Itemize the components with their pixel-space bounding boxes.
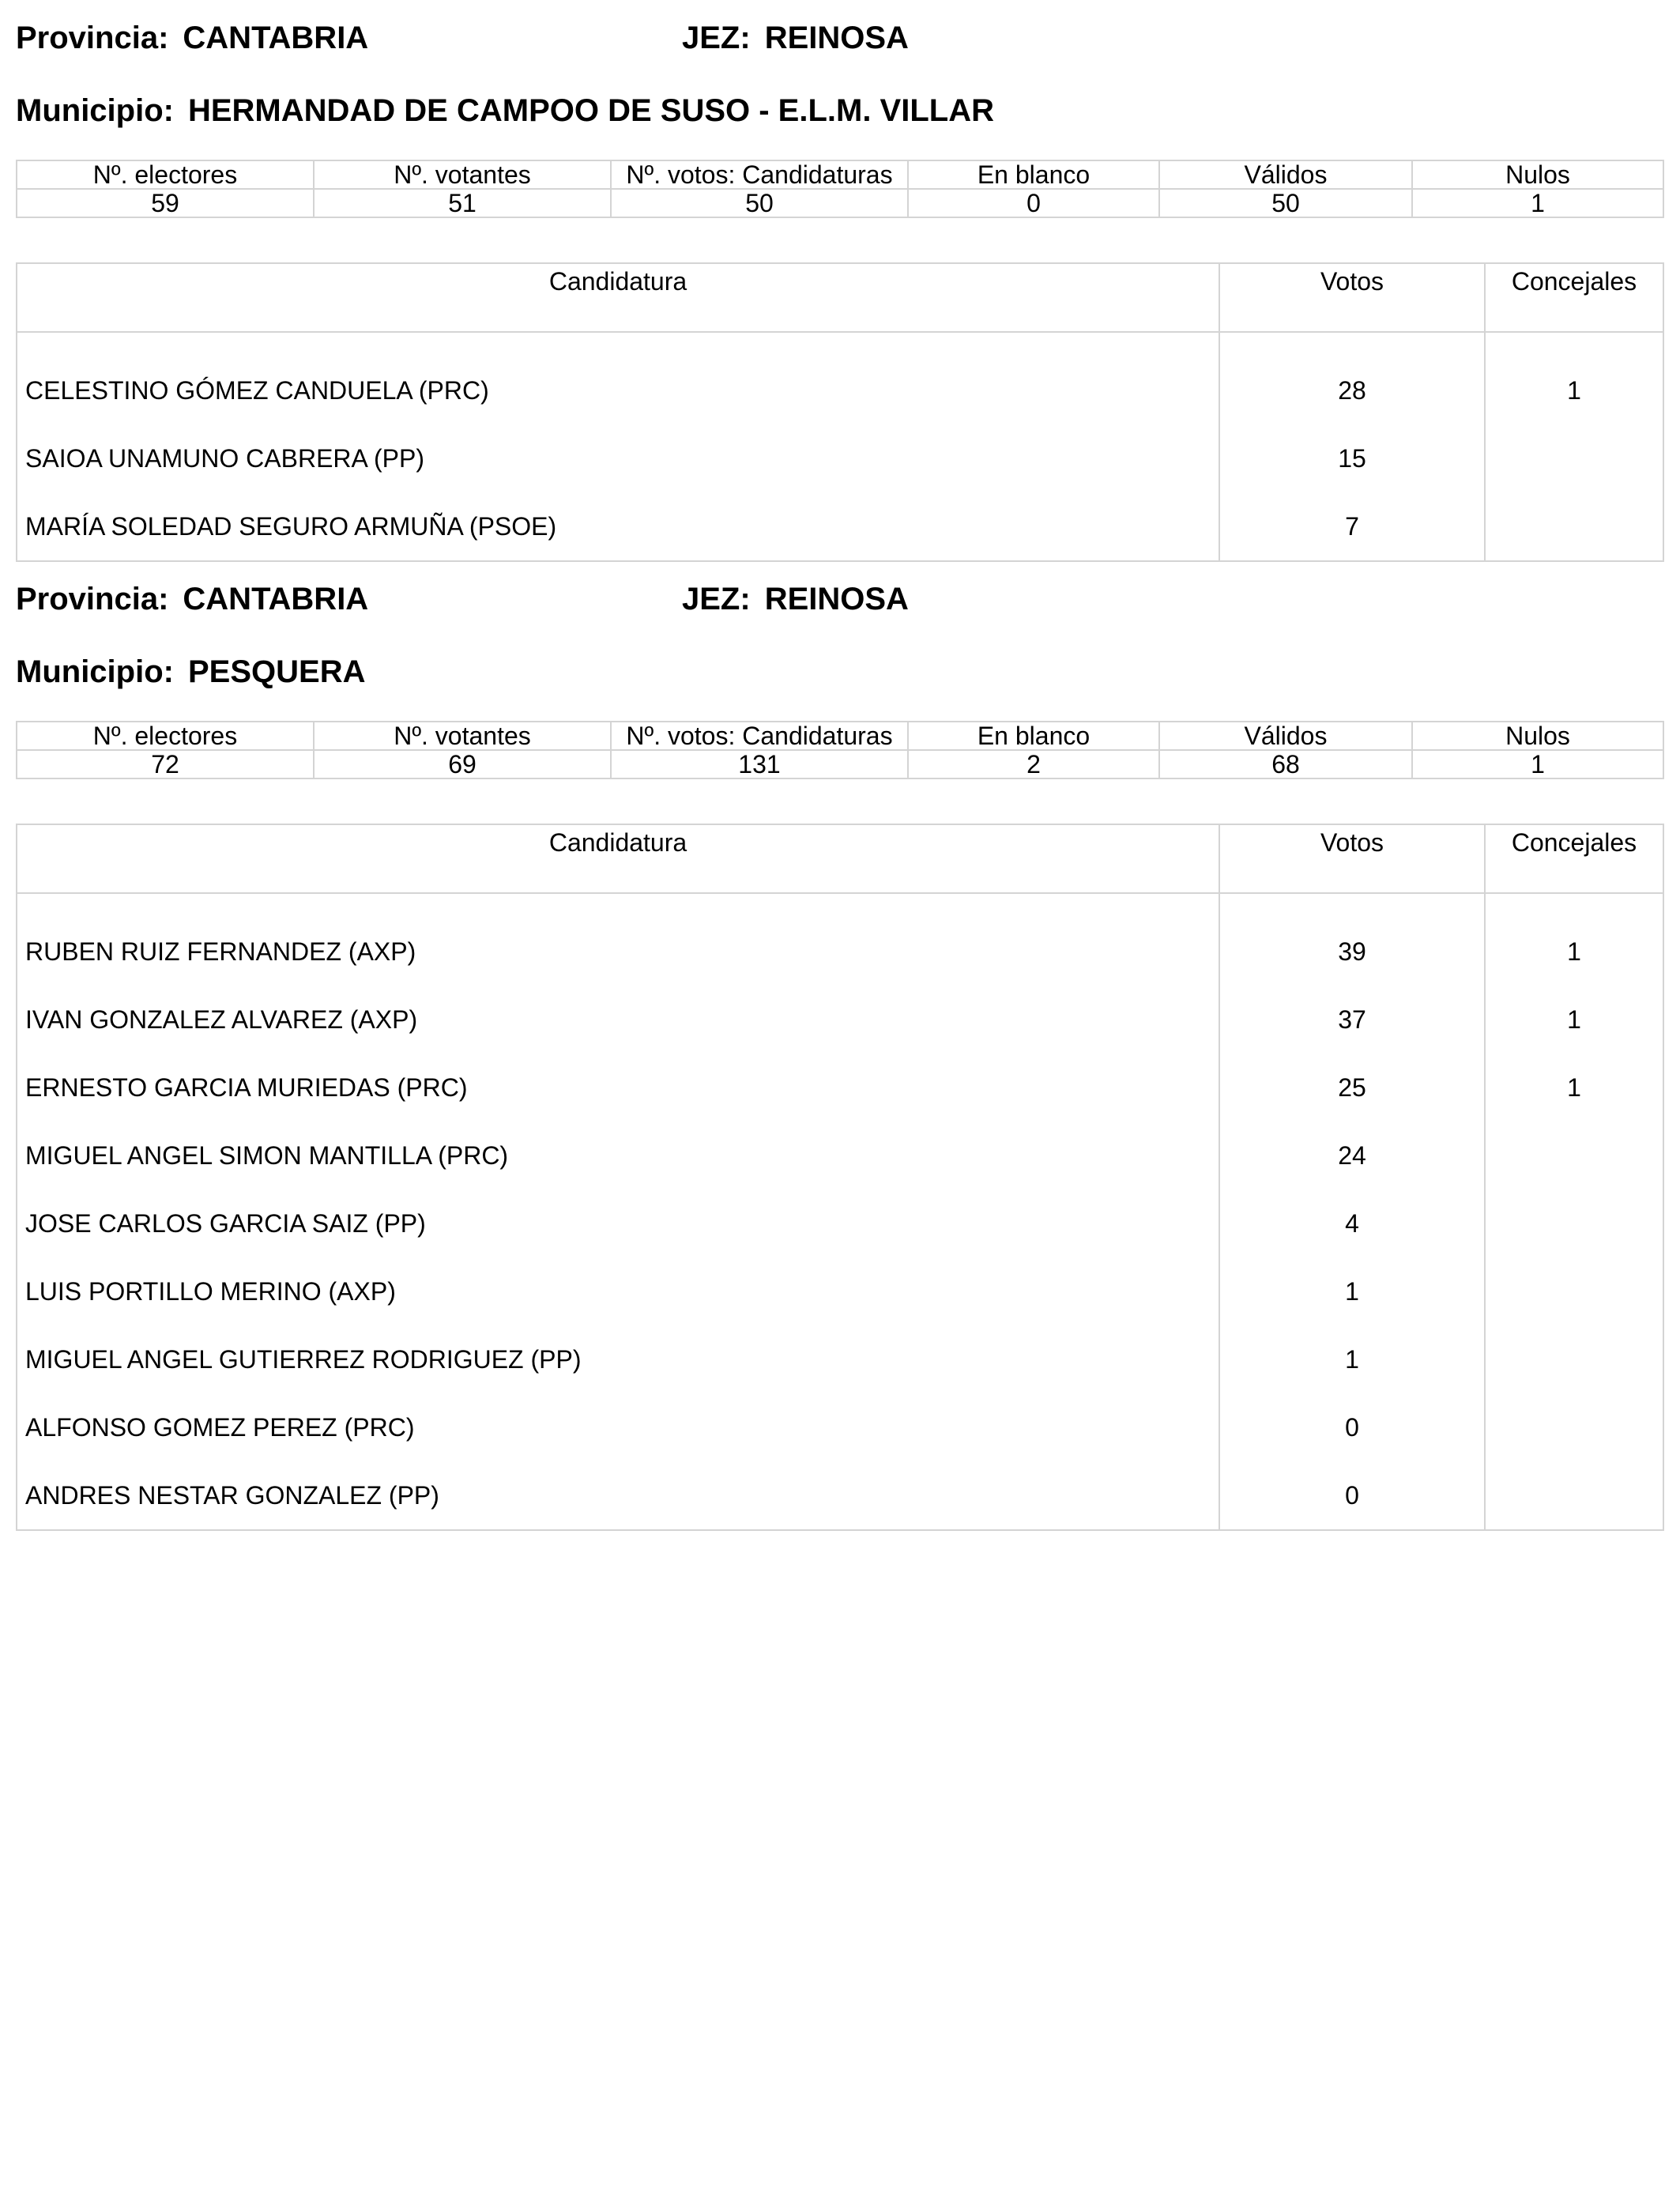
stats-value-en-blanco: 2	[908, 750, 1159, 778]
jez-heading	[682, 22, 909, 54]
candidate-name: IVAN GONZALEZ ALVAREZ (AXP)	[17, 986, 1219, 1054]
stats-value-row	[17, 189, 1663, 217]
stats-value-votos-candidaturas: 131	[611, 750, 908, 778]
candidate-name: ANDRES NESTAR GONZALEZ (PP)	[17, 1461, 1219, 1530]
stats-value-electores: 72	[17, 750, 314, 778]
table-spacer	[17, 893, 1663, 918]
stats-table	[16, 160, 1664, 218]
municipio-value: PESQUERA	[187, 654, 366, 689]
table-row	[17, 492, 1663, 561]
table-row	[17, 1393, 1663, 1461]
stats-value-votos-candidaturas: 50	[611, 189, 908, 217]
stats-header-en-blanco: En blanco	[908, 722, 1159, 750]
table-row	[17, 1189, 1663, 1257]
candidatura-header: Candidatura	[17, 824, 1219, 893]
stats-value-validos: 68	[1159, 750, 1412, 778]
stats-table	[16, 721, 1664, 779]
candidate-name: LUIS PORTILLO MERINO (AXP)	[17, 1257, 1219, 1325]
candidate-concejales	[1485, 1325, 1663, 1393]
stats-header-votos-candidaturas: Nº. votos: Candidaturas	[611, 722, 908, 750]
concejales-header: Concejales	[1485, 824, 1663, 893]
stats-header-nulos: Nulos	[1412, 722, 1663, 750]
provincia-heading	[16, 22, 368, 54]
municipio-heading	[16, 95, 994, 126]
candidate-concejales: 1	[1485, 356, 1663, 424]
provincia-value: CANTABRIA	[183, 582, 369, 616]
stats-header-nulos: Nulos	[1412, 160, 1663, 189]
candidate-votos: 7	[1219, 492, 1485, 561]
jez-value: REINOSA	[764, 582, 909, 616]
stats-header-votantes: Nº. votantes	[314, 722, 611, 750]
municipio-label: Municipio:	[16, 654, 174, 689]
stats-header-votos-candidaturas: Nº. votos: Candidaturas	[611, 160, 908, 189]
candidate-name: RUBEN RUIZ FERNANDEZ (AXP)	[17, 918, 1219, 986]
candidates-table	[16, 262, 1664, 562]
stats-value-electores: 59	[17, 189, 314, 217]
votos-header: Votos	[1219, 824, 1485, 893]
candidate-concejales	[1485, 1257, 1663, 1325]
candidate-name: MIGUEL ANGEL GUTIERREZ RODRIGUEZ (PP)	[17, 1325, 1219, 1393]
stats-value-nulos: 1	[1412, 750, 1663, 778]
stats-value-validos: 50	[1159, 189, 1412, 217]
table-row	[17, 1257, 1663, 1325]
jez-value: REINOSA	[764, 21, 909, 55]
table-row	[17, 986, 1663, 1054]
candidate-name: MARÍA SOLEDAD SEGURO ARMUÑA (PSOE)	[17, 492, 1219, 561]
municipio-value: HERMANDAD DE CAMPOO DE SUSO - E.L.M. VILLAR	[187, 93, 994, 128]
candidate-name: JOSE CARLOS GARCIA SAIZ (PP)	[17, 1189, 1219, 1257]
candidate-concejales	[1485, 1122, 1663, 1189]
table-row	[17, 1461, 1663, 1530]
stats-header-votantes: Nº. votantes	[314, 160, 611, 189]
stats-header-row	[17, 722, 1663, 750]
stats-header-en-blanco: En blanco	[908, 160, 1159, 189]
municipio-section-1	[16, 0, 1663, 541]
candidates-header-row	[17, 263, 1663, 332]
candidates-header-row	[17, 824, 1663, 893]
table-row	[17, 918, 1663, 986]
stats-value-votantes: 69	[314, 750, 611, 778]
table-row	[17, 424, 1663, 492]
candidate-concejales	[1485, 1189, 1663, 1257]
table-row	[17, 1325, 1663, 1393]
candidate-votos: 28	[1219, 356, 1485, 424]
table-row	[17, 1122, 1663, 1189]
table-row	[17, 356, 1663, 424]
candidate-concejales	[1485, 1393, 1663, 1461]
candidate-name: MIGUEL ANGEL SIMON MANTILLA (PRC)	[17, 1122, 1219, 1189]
municipio-label: Municipio:	[16, 93, 174, 128]
candidate-votos: 15	[1219, 424, 1485, 492]
candidate-concejales: 1	[1485, 918, 1663, 986]
stats-value-row	[17, 750, 1663, 778]
candidate-votos: 1	[1219, 1257, 1485, 1325]
candidate-concejales: 1	[1485, 986, 1663, 1054]
stats-header-row	[17, 160, 1663, 189]
candidate-concejales: 1	[1485, 1054, 1663, 1122]
municipio-heading	[16, 656, 365, 688]
candidate-concejales	[1485, 1461, 1663, 1530]
candidate-name: ERNESTO GARCIA MURIEDAS (PRC)	[17, 1054, 1219, 1122]
jez-heading	[682, 583, 909, 615]
candidate-concejales	[1485, 492, 1663, 561]
provincia-label: Provincia:	[16, 582, 169, 616]
stats-header-electores: Nº. electores	[17, 722, 314, 750]
municipio-section-2	[16, 561, 1663, 1510]
candidate-votos: 37	[1219, 986, 1485, 1054]
candidate-votos: 0	[1219, 1393, 1485, 1461]
candidate-votos: 0	[1219, 1461, 1485, 1530]
jez-label: JEZ:	[682, 21, 751, 55]
votos-header: Votos	[1219, 263, 1485, 332]
provincia-label: Provincia:	[16, 21, 169, 55]
stats-value-nulos: 1	[1412, 189, 1663, 217]
candidatura-header: Candidatura	[17, 263, 1219, 332]
provincia-value: CANTABRIA	[183, 21, 369, 55]
candidate-name: SAIOA UNAMUNO CABRERA (PP)	[17, 424, 1219, 492]
stats-header-electores: Nº. electores	[17, 160, 314, 189]
candidate-votos: 1	[1219, 1325, 1485, 1393]
candidates-table	[16, 824, 1664, 1531]
candidate-name: CELESTINO GÓMEZ CANDUELA (PRC)	[17, 356, 1219, 424]
candidate-votos: 39	[1219, 918, 1485, 986]
stats-header-validos: Válidos	[1159, 160, 1412, 189]
candidate-votos: 24	[1219, 1122, 1485, 1189]
table-row	[17, 1054, 1663, 1122]
candidate-votos: 25	[1219, 1054, 1485, 1122]
candidate-votos: 4	[1219, 1189, 1485, 1257]
concejales-header: Concejales	[1485, 263, 1663, 332]
stats-value-en-blanco: 0	[908, 189, 1159, 217]
candidate-concejales	[1485, 424, 1663, 492]
jez-label: JEZ:	[682, 582, 751, 616]
stats-header-validos: Válidos	[1159, 722, 1412, 750]
stats-value-votantes: 51	[314, 189, 611, 217]
table-spacer	[17, 332, 1663, 356]
provincia-heading	[16, 583, 368, 615]
candidate-name: ALFONSO GOMEZ PEREZ (PRC)	[17, 1393, 1219, 1461]
